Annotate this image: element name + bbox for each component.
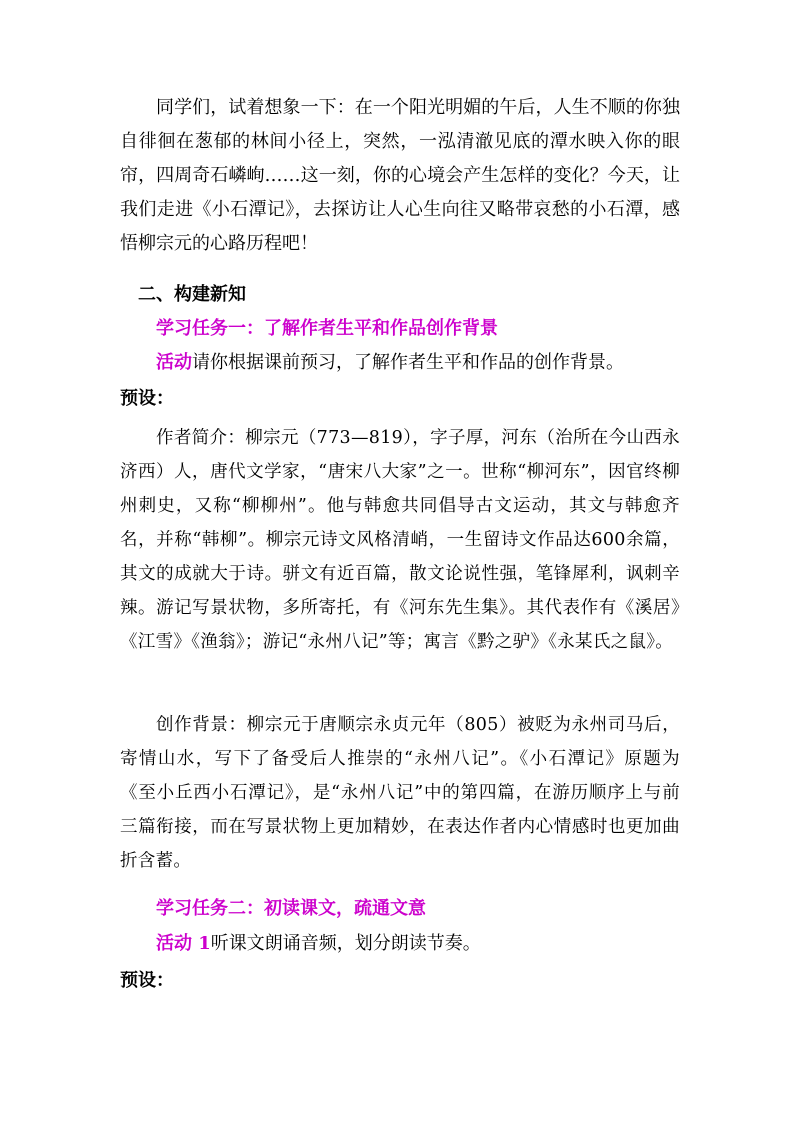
- task1-activity: [156, 346, 716, 380]
- intro-section: [120, 91, 680, 261]
- preset-label-2: 预设：: [120, 970, 174, 991]
- task2-preset-block: [120, 964, 680, 998]
- task2-title: 学习任务二：初读课文，疏通文意: [156, 898, 426, 919]
- task1-activity-block: [156, 346, 716, 380]
- intro-paragraph: 同学们，试着想象一下：在一个阳光明媚的午后，人生不顺的你独自徘徊在葱郁的林间小径上，突然，一泓清澈见底的潭水映入你的眼帘，四周奇石嶙峋……这一刻，你的心境会产生怎样的变化？今天，让我们走进《小石潭记》，去探访让人心生向往又略带哀愁的小石潭，感悟柳宗元的心路历程吧！: [120, 97, 680, 254]
- section-heading: 二、构建新知: [138, 284, 246, 305]
- activity-label: 活动: [156, 352, 192, 373]
- author-intro-paragraph: 作者简介：柳宗元（773—819），字子厚，河东（治所在今山西永济西）人，唐代文学家，“唐宋八大家”之一。世称“柳河东”，因官终柳州刺史，又称“柳柳州”。他与韩愈共同倡导古文运动，其文与韩愈齐名，并称“韩柳”。柳宗元诗文风格清峭，一生留诗文作品达600余篇，其文的成就大于诗。骈文有近百篇，散文论说性强，笔锋犀利，讽刺辛辣。游记写景状物，多所寄托，有《河东先生集》。其代表作有《溪居》《江雪》《渔翁》；游记“永州八记”等；寓言《黔之驴》《永某氏之鼠》。: [120, 428, 680, 652]
- task2-activity: [156, 927, 716, 961]
- task1-title-block: [156, 312, 716, 346]
- task1-preset-block: [120, 382, 680, 416]
- section-heading-block: [138, 278, 698, 312]
- task1-title: 学习任务一：了解作者生平和作品创作背景: [156, 318, 498, 339]
- preset-label: 预设：: [120, 388, 174, 409]
- activity-1-text: 听课文朗诵音频，划分朗读节奏。: [210, 933, 481, 954]
- author-intro-block: [120, 421, 680, 659]
- task2-title-block: [156, 892, 716, 926]
- task2-activity-block: [156, 927, 716, 961]
- activity-text: 请你根据课前预习，了解作者生平和作品的创作背景。: [192, 352, 624, 373]
- background-block: [120, 708, 680, 878]
- activity-1-label: 活动 1: [156, 933, 211, 954]
- background-paragraph: 创作背景：柳宗元于唐顺宗永贞元年（805）被贬为永州司马后，寄情山水，写下了备受后人推崇的“永州八记”。《小石潭记》原题为《至小丘西小石潭记》，是“永州八记”中的第四篇，在游历顺序上与前三篇衔接，而在写景状物上更加精妙，在表达作者内心情感时也更加曲折含蓄。: [120, 715, 680, 871]
